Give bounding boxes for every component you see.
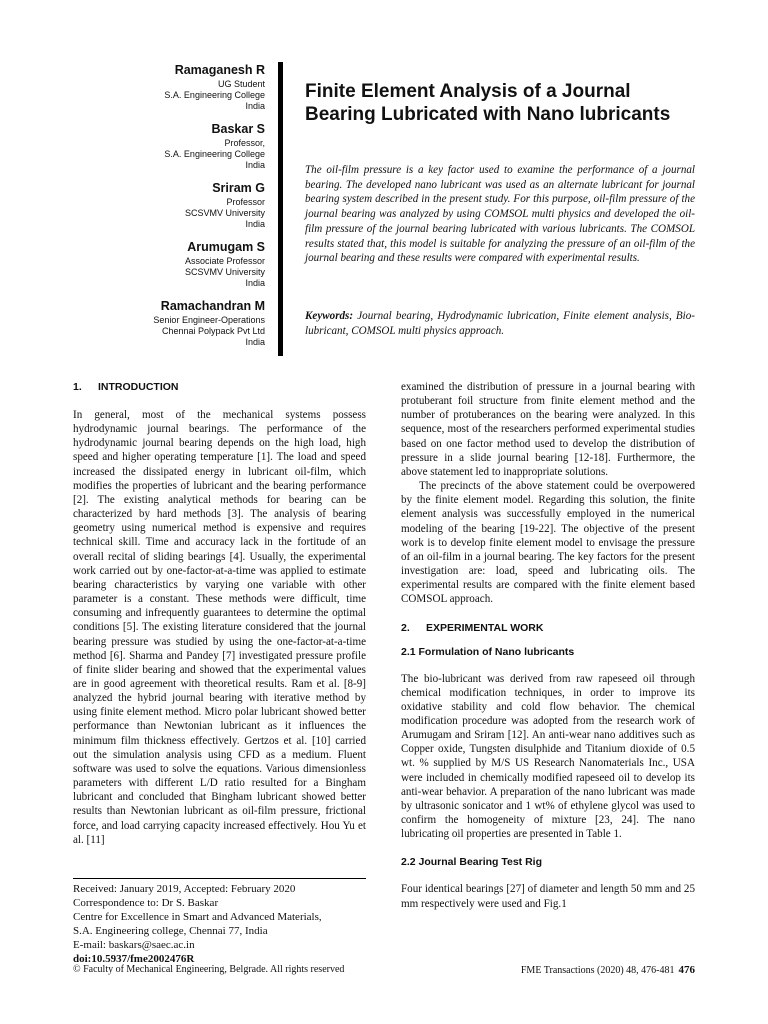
keywords-label: Keywords: [305,310,354,322]
section-heading [401,621,695,635]
journal-name: FME Transactions (2020) 48, 476-481 [520,965,675,976]
body-paragraph: The precincts of the above statement could be overpowered by the finite element model. Regarding this solution, the finite element analysis was successfully employed in the numerical modeling of the bearing [19-22]. The objective of the present work is to develop finite element model to envisage the pressure of an oil-film in a journal bearing. The key factors for the present investigation are: load, speed and lubricating oils. The experimental results are compared with the finite element based COMSOL approach. [401,480,695,606]
author-affiliation: UG Student [217,79,265,89]
author-affiliation: India [245,219,265,229]
section-number: 1. [73,381,82,393]
doi: doi:10.5937/fme2002476R [73,953,195,966]
affiliation-line: S.A. Engineering college, Chennai 77, India [73,925,268,938]
author-affiliation: S.A. Engineering College [164,90,265,100]
author-block [100,121,265,171]
author-list [100,62,265,357]
page-number: 476 [678,964,695,976]
author-affiliation: Chennai Polypack Pvt Ltd [161,326,265,336]
subsection-heading: 2.1 Formulation of Nano lubricants [401,645,575,658]
author-block [100,298,265,348]
author-affiliation: Professor, [224,138,265,148]
email: E-mail: baskars@saec.ac.in [73,939,195,952]
abstract: The oil-film pressure is a key factor used to examine the performance of a journal bearing. The developed nano lubricant was used as an alternate lubricant for journal bearing system described in the present study. For this purpose, oil-film pressure of the journal bearing was analyzed by using COMSOL multi physics and developed the oil-film pressure of the journal bearing lubricated with various lubricants. The COMSOL results stated that, this model is suitable for analyzing the pressure of an oil-film of the journal bearing and these results were compared with experimental results. [305,164,695,265]
author-affiliation: India [245,160,265,170]
body-paragraph: Four identical bearings [27] of diameter and length 50 mm and 25 mm respectively were used and Fig.1 [401,883,695,910]
header-divider-bar [278,62,283,356]
author-affiliation: India [245,101,265,111]
body-paragraph: The bio-lubricant was derived from raw rapeseed oil through chemical modification techniques, in order to improve its oxidative stability and cold flow behavior. The chemical modification procedure was adopted from the research work of Arumugam and Sriram [12]. An anti-wear nano additives such as Copper oxide, Tungsten disulphide and Titanium dioxide of 0.5 wt. % supplied by M/S US Research Nanomaterials Inc., USA were included in chemically modified rapeseed oil to develop its anti-wear behavior. A preparation of the nano lubricant was made by ultrasonic sonicator and 1 wt% of ethylene glycol was used to confirm the homogeneity of mixture [23, 24]. The nano lubricating oil properties are presented in Table 1. [401,672,695,841]
author-name: Baskar S [211,122,265,136]
author-affiliation: Senior Engineer-Operations [153,315,265,325]
author-affiliation: SCSVMV University [184,267,265,277]
author-name: Arumugam S [187,240,265,254]
author-affiliation: Associate Professor [184,256,265,266]
author-affiliation: India [245,337,265,347]
footnote-divider [73,878,366,879]
section-title: INTRODUCTION [98,381,179,393]
author-affiliation: India [245,278,265,288]
journal-citation [521,963,695,978]
keywords-text: Journal bearing, Hydrodynamic lubrication, Finite element analysis, Bio-lubricant, COMSOL multi physics approach. [305,310,695,337]
correspondence: Correspondence to: Dr S. Baskar [73,897,219,910]
paper-title: Finite Element Analysis of a Journal Bearing Lubricated with Nano lubricants [305,81,671,125]
intro-paragraph: In general, most of the mechanical systems possess hydrodynamic journal bearings. The performance of the hydrodynamic journal bearing depends on the high load, high speed and higher operating temperature [1]. The load and speed increased the dissipated energy in lubricant oil-film, which modifies the properties of lubricant and the bearing performance [2]. The existing analytical methods for bearing can be characterized by hard methods [3]. The analysis of bearing geometry using numerical method is expensive and requires technical skill. Time and accuracy lack in the fortitude of an overall recital of sliding bearings [4]. Usually, the experimental work carried out by one-factor-at-a-time was applied to estimate bearing characteristics by varying one variable with other parameter is a constant. These methods were difficult, time consuming and infrequently guarantees to determine the optimal conditions [5]. The existing literature considered that the journal bearing pressure was studied by using the one-factor-at-a-time method [6]. Sharma and Pandey [7] investigated pressure profile of finite slider bearing and showed that the experimental values are in good agreement with theoretical results. Ram et al. [8-9] analyzed the hybrid journal bearing with iterative method by using finite element method. Micro polar lubricant showed better performance than Newtonian lubricant as it influences the minimum film thickness effectively. Gertzos et al. [10] carried out the simulation analysis using CFD as a medium. Fluent software was used to solve the equations. Various dimensionless parameters with different L/D ratio resulted for a Bingham lubricant and concluded that Bingham lubricant showed better results than Newtonian lubricant as oil-film pressure, frictional force, and load carrying capacity increased effectively. Hou Yu et al. [11] [73,409,366,846]
author-block [100,62,265,112]
keywords [305,309,695,338]
body-paragraph: examined the distribution of pressure in a journal bearing with protuberant foil structure from finite element method and the number of protuberances on the bearing were analyzed. In this sequence, most of the researchers performed experimental studies based on one factor method used to develop the distribution of pressure in a slide journal bearing [12-18]. Furthermore, the above statement led to inappropriate solutions. [401,381,695,478]
author-name: Ramachandran M [160,299,265,313]
section-title: EXPERIMENTAL WORK [426,621,544,634]
author-name: Ramaganesh R [174,63,265,77]
author-block [100,180,265,230]
author-name: Sriram G [212,181,265,195]
affiliation-line: Centre for Excellence in Smart and Advanced Materials, [73,911,322,924]
received-date: Received: January 2019, Accepted: February 2020 [73,883,296,895]
copyright: © Faculty of Mechanical Engineering, Belgrade. All rights reserved [73,964,345,975]
author-affiliation: SCSVMV University [184,208,265,218]
subsection-heading: 2.2 Journal Bearing Test Rig [401,856,543,869]
right-column [401,380,695,911]
left-column [73,380,366,847]
author-block [100,239,265,289]
section-number: 2. [401,621,410,634]
footnote [73,882,373,967]
section-heading [73,380,366,394]
author-affiliation: Professor [226,197,265,207]
author-affiliation: S.A. Engineering College [164,149,265,159]
